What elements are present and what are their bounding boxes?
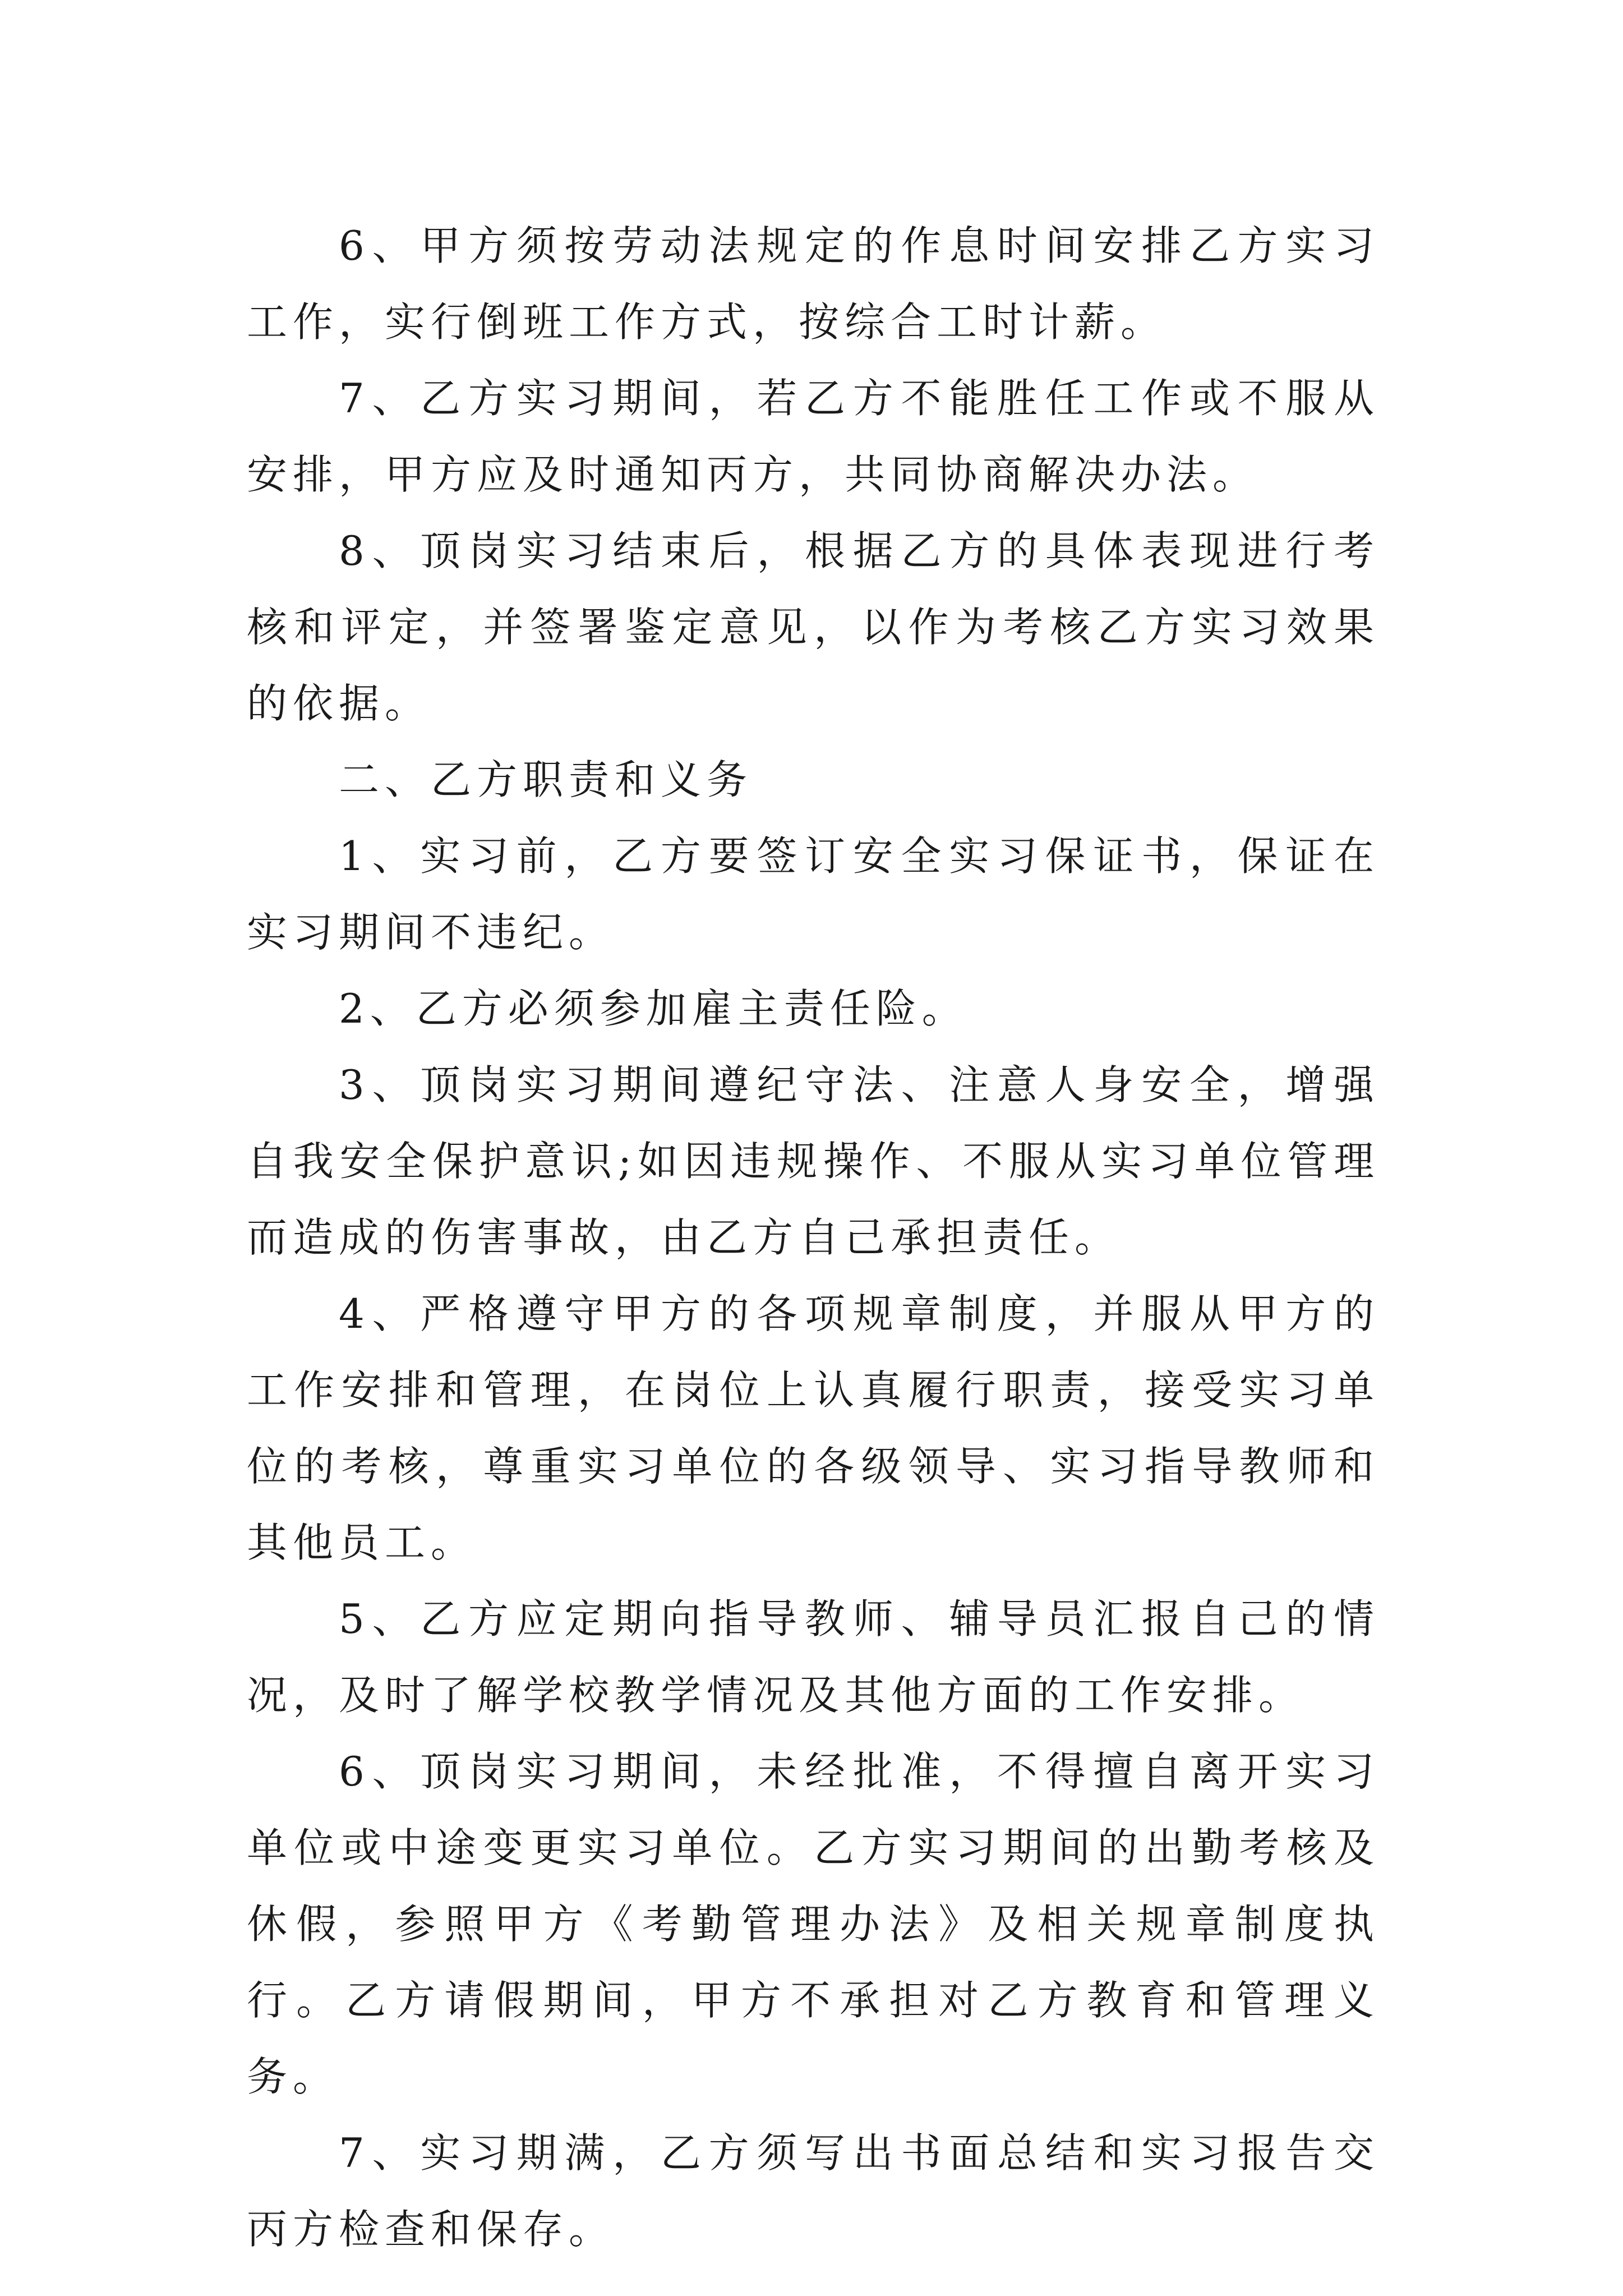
paragraph-item-3-safety: 3、顶岗实习期间遵纪守法、注意人身安全，增强自我安全保护意识;如因违规操作、不服从实习单位管理而造成的伤害事故，由乙方自己承担责任。 [247,1061,1380,1261]
paragraph-item-1-safety-pledge: 1、实习前，乙方要签订安全实习保证书，保证在实习期间不违纪。 [247,832,1380,956]
paragraph-item-7-notify: 7、乙方实习期间，若乙方不能胜任工作或不服从安排，甲方应及时通知丙方，共同协商解决办法。 [247,375,1380,498]
paragraph-item-4-regulations: 4、严格遵守甲方的各项规章制度，并服从甲方的工作安排和管理，在岗位上认真履行职责，接受实习单位的考核，尊重实习单位的各级领导、实习指导教师和其他员工。 [247,1290,1380,1566]
paragraph-item-6-leave: 6、顶岗实习期间，未经批准，不得擅自离开实习单位或中途变更实习单位。乙方实习期间的出勤考核及休假，参照甲方《考勤管理办法》及相关规章制度执行。乙方请假期间，甲方不承担对乙方教育和管理义务。 [247,1748,1380,2100]
paragraph-item-2-insurance: 2、乙方必须参加雇主责任险。 [339,985,968,1032]
paragraph-item-7-report: 7、实习期满，乙方须写出书面总结和实习报告交丙方检查和保存。 [247,2129,1380,2253]
paragraph-item-8-assessment: 8、顶岗实习结束后，根据乙方的具体表现进行考核和评定，并签署鉴定意见，以作为考核乙方实习效果的依据。 [247,527,1380,727]
document-body [247,208,1380,2267]
section-heading-party-b-duties: 二、乙方职责和义务 [339,756,753,803]
paragraph-item-6-rest-hours: 6、甲方须按劳动法规定的作息时间安排乙方实习工作，实行倒班工作方式，按综合工时计薪。 [247,222,1380,346]
paragraph-item-5-reporting: 5、乙方应定期向指导教师、辅导员汇报自己的情况，及时了解学校教学情况及其他方面的工作安排。 [247,1595,1380,1719]
